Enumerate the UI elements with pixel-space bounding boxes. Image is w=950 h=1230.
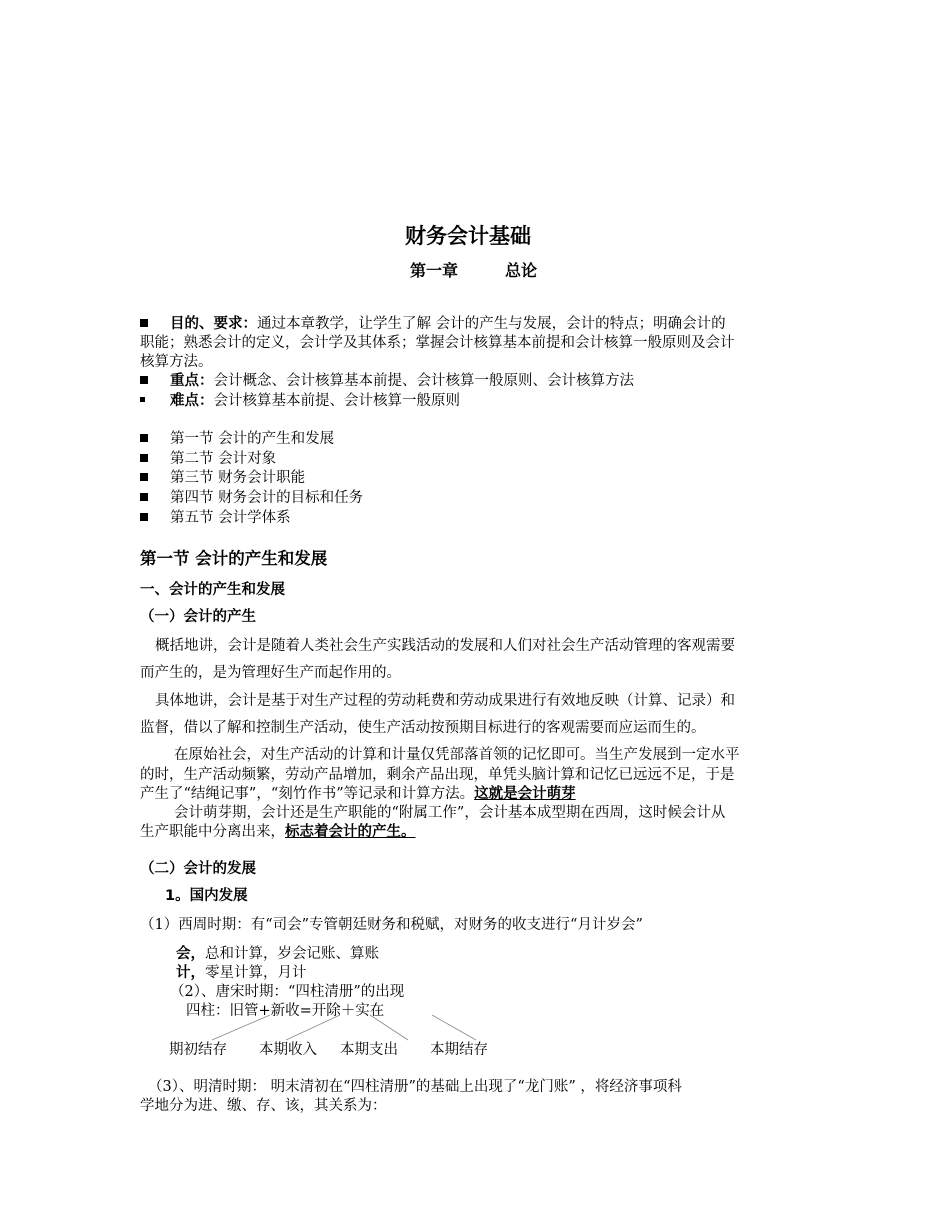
document-title: 财务会计基础 <box>405 224 531 248</box>
ming-period-line-2: 学地分为进、缴、存、该，其关系为： <box>140 1098 387 1114</box>
section-heading: 第一节 会计的产生和发展 <box>140 549 328 568</box>
paragraph-2-line-2: 监督，借以了解和控制生产活动，使生产活动按预期目标进行的客观需要而应运而生的。 <box>140 720 706 736</box>
subsection-heading: （二）会计的发展 <box>140 861 256 877</box>
paragraph-2-line-1: 具体地讲，会计是基于对生产过程的劳动耗费和劳动成果进行有效地反映（计算、记录）和 <box>155 693 735 709</box>
toc-item-label: 第三节 财务会计职能 <box>170 470 306 486</box>
objectives-text-1: 通过本章教学，让学生了解 会计的产生与发展，会计的特点；明确会计的 <box>257 316 726 332</box>
toc-item-label: 第二节 会计对象 <box>170 451 277 467</box>
chapter-name: 总论 <box>505 261 538 280</box>
paragraph-1-line-1: 概括地讲，会计是随着人类社会生产实践活动的发展和人们对社会生产活动管理的客观需要 <box>155 638 735 654</box>
toc-item-label: 第一节 会计的产生和发展 <box>170 431 335 447</box>
sizhu-term: 本期支出 <box>340 1042 398 1058</box>
toc-item-label: 第五节 会计学体系 <box>170 510 291 526</box>
objectives-line-3: 核算方法。 <box>140 354 213 370</box>
ji-text: 零星计算，月计 <box>205 965 307 981</box>
paragraph-3-text: 产生了“结绳记事”，“刻竹作书”等记录和计算方法。 <box>140 786 475 802</box>
sizhu-term: 本期结存 <box>430 1042 488 1058</box>
zhou-period-line: （1）西周时期：有“司会”专管朝廷财务和税赋，对财务的收支进行“月计岁会” <box>140 917 643 933</box>
chapter-number: 第一章 <box>410 261 459 280</box>
objectives-line-2: 职能；熟悉会计的定义，会计学及其体系；掌握会计核算基本前提和会计核算一般原则及会计 <box>140 335 735 351</box>
paragraph-3-line-1: 在原始社会，对生产活动的计算和计量仅凭部落首领的记忆即可。当生产发展到一定水平 <box>174 747 740 763</box>
keypoints-label: 重点： <box>170 373 214 389</box>
sizhu-term: 本期收入 <box>259 1042 317 1058</box>
sizhu-formula: 四柱：旧管+新收=开除＋实在 <box>186 1003 385 1019</box>
objectives-label: 目的、要求： <box>170 316 257 332</box>
sizhu-term: 期初结存 <box>169 1042 227 1058</box>
paragraph-4-line-1: 会计萌芽期，会计还是生产职能的“附属工作”，会计基本成型期在西周，这时候会计从 <box>174 805 726 821</box>
ming-period-line-1: （3）、明清时期： 明末清初在“四柱清册”的基础上出现了“龙门账” ，将经济事项科 <box>148 1079 682 1095</box>
hui-label: 会， <box>176 946 205 962</box>
list-heading: 1。国内发展 <box>165 888 248 904</box>
subsection-heading: （一）会计的产生 <box>140 609 256 625</box>
emphasis-underlined: 这就是会计萌芽 <box>474 786 576 802</box>
toc-item-label: 第四节 财务会计的目标和任务 <box>170 490 364 506</box>
emphasis-underlined: 标志着会计的产生。 <box>285 824 416 840</box>
paragraph-1-line-2: 而产生的，是为管理好生产而起作用的。 <box>140 665 401 681</box>
paragraph-3-line-2: 的时，生产活动频繁，劳动产品增加，剩余产品出现，单凭头脑计算和记忆已远远不足，于是 <box>140 767 735 783</box>
hui-text: 总和计算，岁会记账、算账 <box>205 946 379 962</box>
difficulties-text: 会计核算基本前提、会计核算一般原则 <box>213 393 460 409</box>
difficulties-label: 难点： <box>170 393 214 409</box>
subsection-heading: 一、会计的产生和发展 <box>140 582 285 598</box>
keypoints-text: 会计概念、会计核算基本前提、会计核算一般原则、会计核算方法 <box>213 373 634 389</box>
paragraph-4-text: 生产职能中分离出来， <box>140 824 285 840</box>
tang-period-line: （2）、唐宋时期：“四柱清册”的出现 <box>170 984 405 1000</box>
ji-label: 计， <box>176 965 205 981</box>
